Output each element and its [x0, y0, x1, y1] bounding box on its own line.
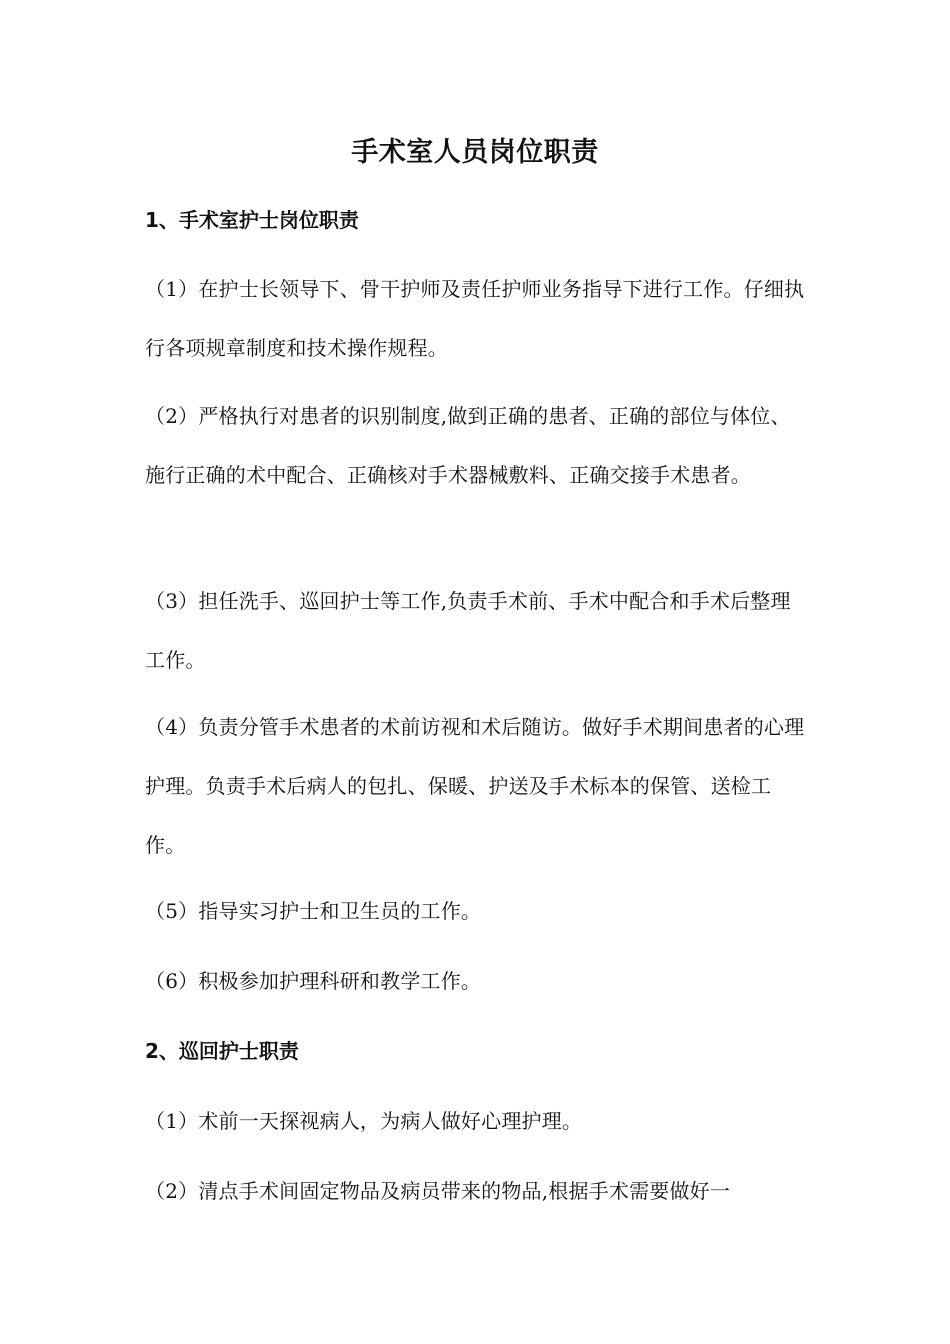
section2-item-2: （2）清点手术间固定物品及病员带来的物品,根据手术需要做好一 [145, 1179, 731, 1203]
section1-item-2: （2）严格执行对患者的识别制度,做到正确的患者、正确的部位与体位、施行正确的术中配合、正确核对手术器械敷料、正确交接手术患者。 [145, 404, 791, 487]
section2-item-1: （1）术前一天探视病人，为病人做好心理护理。 [145, 1109, 583, 1133]
section1-item-1: （1）在护士长领导下、骨干护师及责任护师业务指导下进行工作。仔细执行各项规章制度和技术操作规程。 [145, 277, 805, 360]
section-heading-1: 1、手术室护士岗位职责 [145, 208, 359, 232]
section1-item-5: （5）指导实习护士和卫生员的工作。 [145, 899, 482, 923]
section-heading-2: 2、巡回护士职责 [145, 1039, 299, 1063]
section1-item-3: （3）担任洗手、巡回护士等工作,负责手术前、手术中配合和手术后整理工作。 [145, 589, 791, 672]
section1-item-4: （4）负责分管手术患者的术前访视和术后随访。做好手术期间患者的心理护理。负责手术后病人的包扎、保暖、护送及手术标本的保管、送检工作。 [145, 715, 805, 857]
document-title: 手术室人员岗位职责 [351, 137, 599, 168]
section1-item-6: （6）积极参加护理科研和教学工作。 [145, 969, 482, 993]
